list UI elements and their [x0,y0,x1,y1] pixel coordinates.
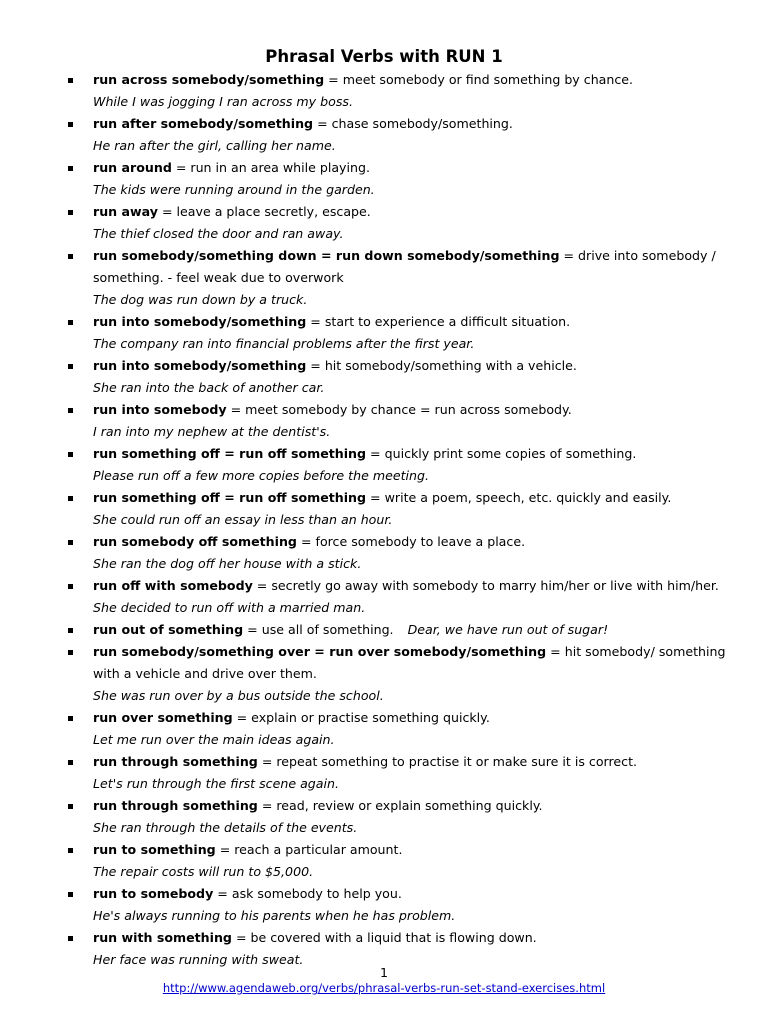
definition-line [93,619,728,641]
list-item [68,201,728,245]
bullet-icon [68,540,73,545]
list-item [68,575,728,619]
example-sentence: Let's run through the first scene again. [93,776,340,791]
example-sentence: The thief closed the door and ran away. [93,226,344,241]
definition-text: = start to experience a difficult situation. [306,314,571,329]
definition-line [93,443,728,465]
phrasal-verb-term: run through something [93,754,258,769]
example-sentence: She was run over by a bus outside the school. [93,688,384,703]
list-item [68,113,728,157]
definition-line [93,883,728,905]
phrasal-verb-term: run with something [93,930,232,945]
bullet-icon [68,452,73,457]
bullet-icon [68,78,73,83]
definition-text: = chase somebody/something. [313,116,513,131]
example-sentence: While I was jogging I ran across my boss. [93,94,353,109]
list-item [68,751,728,795]
definition-text: = leave a place secretly, escape. [157,204,371,219]
bullet-icon [68,254,73,259]
definition-text: = explain or practise something quickly. [232,710,490,725]
list-item [68,311,728,355]
phrasal-verb-term: run something off = run off something [93,446,367,461]
bullet-icon [68,584,73,589]
phrasal-verb-term: run to somebody [93,886,214,901]
bullet-icon [68,848,73,853]
list-item [68,157,728,201]
definition-line [93,575,728,597]
list-item [68,619,728,641]
definition-line [93,69,728,91]
definition-text: = meet somebody by chance = run across somebody. [226,402,572,417]
example-sentence: Her face was running with sweat. [93,952,304,967]
definition-line [93,113,728,135]
definition-line [93,641,728,663]
example-sentence: He's always running to his parents when he has problem. [93,908,456,923]
bullet-icon [68,496,73,501]
definition-line [93,707,728,729]
phrasal-verb-term: run out of something [93,622,244,637]
definition-line [93,531,728,553]
bullet-icon [68,760,73,765]
phrasal-verb-term: run into somebody/something [93,358,307,373]
example-sentence: She ran into the back of another car. [93,380,325,395]
list-item [68,487,728,531]
bullet-icon [68,628,73,633]
phrasal-verb-term: run across somebody/something [93,72,325,87]
definition-text: = run in an area while playing. [171,160,370,175]
definition-continuation: with a vehicle and drive over them. [93,666,317,681]
definition-line [93,839,728,861]
example-sentence: I ran into my nephew at the dentist's. [93,424,331,439]
phrasal-verb-term: run to something [93,842,216,857]
list-item [68,707,728,751]
list-item [68,355,728,399]
definition-text: = ask somebody to help you. [213,886,402,901]
phrasal-verb-term: run something off = run off something [93,490,367,505]
example-sentence: The repair costs will run to $5,000. [93,864,314,879]
list-item [68,399,728,443]
example-sentence: The kids were running around in the garden. [93,182,375,197]
phrasal-verb-term: run over something [93,710,233,725]
list-item [68,883,728,927]
definition-line [93,157,728,179]
example-sentence: Please run off a few more copies before the meeting. [93,468,430,483]
definition-text: = meet somebody or find something by chance. [324,72,634,87]
phrasal-verb-term: run somebody/something over = run over somebody/something [93,644,547,659]
example-sentence: He ran after the girl, calling her name. [93,138,336,153]
bullet-icon [68,936,73,941]
bullet-icon [68,122,73,127]
definition-line [93,245,728,267]
list-item [68,795,728,839]
definition-text: = hit somebody/ something [546,644,726,659]
list-item [68,245,728,311]
definition-text: = hit somebody/something with a vehicle. [306,358,577,373]
definition-line [93,927,728,949]
definition-line [93,795,728,817]
phrasal-verb-term: run off with somebody [93,578,253,593]
definition-text: = write a poem, speech, etc. quickly and easily. [366,490,672,505]
bullet-icon [68,166,73,171]
definition-text: = be covered with a liquid that is flowing down. [231,930,537,945]
bullet-icon [68,892,73,897]
phrasal-verb-term: run into somebody/something [93,314,307,329]
phrasal-verb-term: run somebody off something [93,534,297,549]
phrasal-verb-term: run after somebody/something [93,116,314,131]
definition-line [93,751,728,773]
definition-text: = force somebody to leave a place. [296,534,526,549]
example-sentence: The dog was run down by a truck. [93,292,308,307]
list-item [68,531,728,575]
definition-text: = secretly go away with somebody to marry him/her or live with him/her. [252,578,719,593]
bullet-icon [68,650,73,655]
page-title: Phrasal Verbs with RUN 1 [265,47,503,66]
bullet-icon [68,716,73,721]
phrasal-verb-term: run away [93,204,158,219]
example-sentence: The company ran into financial problems after the first year. [93,336,475,351]
definition-line [93,355,728,377]
definition-continuation: something. - feel weak due to overwork [93,270,344,285]
bullet-icon [68,210,73,215]
bullet-icon [68,804,73,809]
example-sentence: She decided to run off with a married man. [93,600,366,615]
definition-line [93,201,728,223]
list-item [68,69,728,113]
list-item [68,443,728,487]
definition-line [93,487,728,509]
example-sentence: Let me run over the main ideas again. [93,732,335,747]
phrasal-verb-list [68,69,728,971]
definition-line [93,311,728,333]
phrasal-verb-term: run through something [93,798,258,813]
footer-link[interactable]: http://www.agendaweb.org/verbs/phrasal-verbs-run-set-stand-exercises.html [162,981,606,995]
definition-text: = quickly print some copies of something. [366,446,637,461]
example-sentence: She ran through the details of the events. [93,820,358,835]
definition-text: = drive into somebody / [559,248,716,263]
definition-text: = repeat something to practise it or make sure it is correct. [257,754,638,769]
phrasal-verb-term: run into somebody [93,402,227,417]
example-sentence: She could run off an essay in less than an hour. [93,512,393,527]
definition-text: = read, review or explain something quickly. [257,798,543,813]
bullet-icon [68,320,73,325]
definition-text: = use all of something. [243,622,394,637]
example-sentence: She ran the dog off her house with a stick. [93,556,362,571]
example-sentence: Dear, we have run out of sugar! [407,622,609,637]
definition-text: = reach a particular amount. [215,842,403,857]
bullet-icon [68,364,73,369]
phrasal-verb-term: run around [93,160,172,175]
list-item [68,641,728,707]
list-item [68,839,728,883]
phrasal-verb-term: run somebody/something down = run down somebody/something [93,248,560,263]
definition-line [93,399,728,421]
page-number: 1 [379,965,388,980]
bullet-icon [68,408,73,413]
